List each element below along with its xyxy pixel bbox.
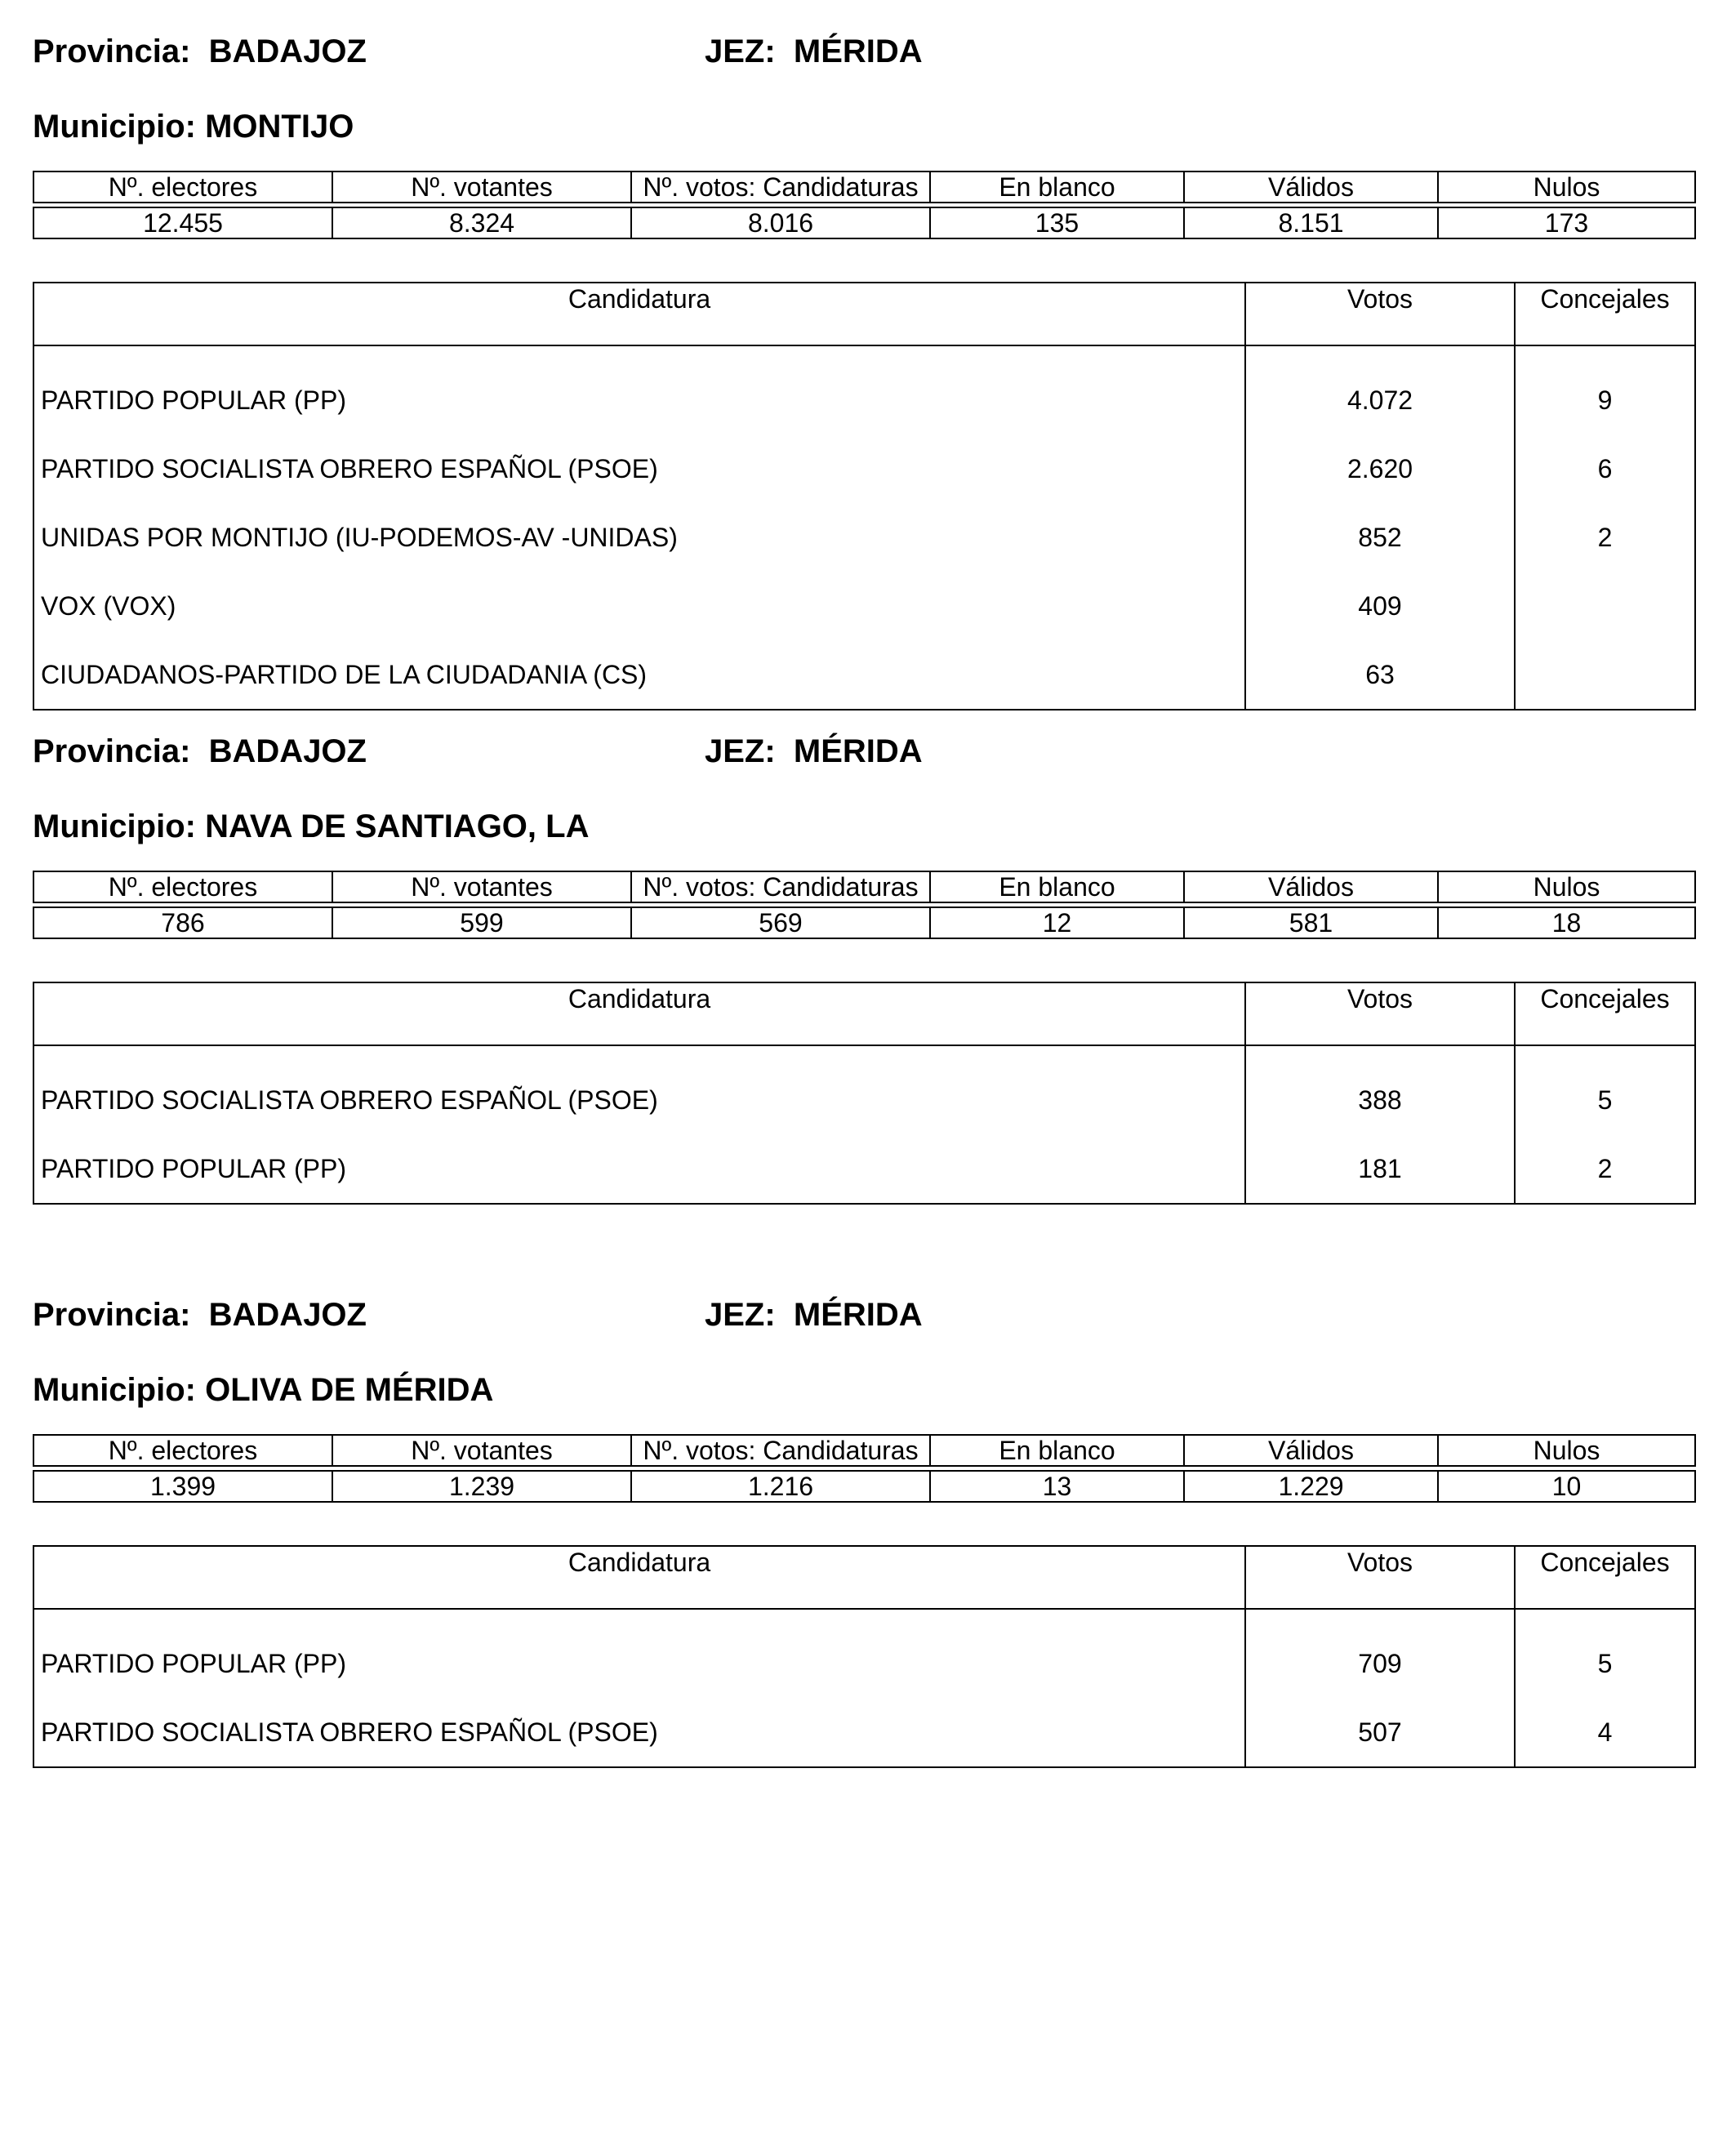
stat-header: Nº. votantes xyxy=(332,1435,631,1466)
cand-row xyxy=(33,1698,1695,1767)
cand-nombre: PARTIDO SOCIALISTA OBRERO ESPAÑOL (PSOE) xyxy=(41,1717,658,1747)
stat-header: Nº. votantes xyxy=(332,871,631,902)
cand-concejales: 9 xyxy=(1515,366,1695,434)
section-header xyxy=(33,727,1694,776)
stat-header: Nulos xyxy=(1438,871,1695,902)
stats-header-row xyxy=(33,871,1695,902)
municipio-line xyxy=(33,1365,493,1414)
municipio-line xyxy=(33,102,354,151)
stat-value: 18 xyxy=(1438,907,1695,938)
jez-value: MÉRIDA xyxy=(793,733,923,769)
stat-value: 1.216 xyxy=(631,1471,930,1502)
cand-votos: 409 xyxy=(1245,572,1515,640)
cand-nombre: PARTIDO POPULAR (PP) xyxy=(41,385,346,415)
stat-value: 1.399 xyxy=(33,1471,332,1502)
cand-concejales xyxy=(1515,572,1695,640)
jez-value: MÉRIDA xyxy=(793,1297,923,1333)
stat-value: 581 xyxy=(1184,907,1438,938)
candidaturas-table xyxy=(33,982,1696,1205)
cand-header-candidatura: Candidatura xyxy=(33,982,1245,1045)
stat-value: 786 xyxy=(33,907,332,938)
stat-header: En blanco xyxy=(930,172,1184,203)
cand-header-candidatura: Candidatura xyxy=(33,283,1245,345)
cand-header-concejales: Concejales xyxy=(1515,982,1695,1045)
provincia-label: Provincia: xyxy=(33,1297,191,1333)
cand-nombre: PARTIDO POPULAR (PP) xyxy=(41,1648,346,1678)
municipio-value: MONTIJO xyxy=(205,109,354,145)
section-header xyxy=(33,27,1694,76)
candidaturas-table xyxy=(33,1545,1696,1768)
cand-votos: 507 xyxy=(1245,1698,1515,1767)
cand-header-candidatura: Candidatura xyxy=(33,1546,1245,1609)
provincia-value: BADAJOZ xyxy=(208,1297,367,1333)
provincia-label: Provincia: xyxy=(33,733,191,769)
cand-row xyxy=(33,572,1695,640)
cand-concejales: 5 xyxy=(1515,1066,1695,1134)
stat-header: Nulos xyxy=(1438,1435,1695,1466)
stat-header: Válidos xyxy=(1184,172,1438,203)
cand-nombre: PARTIDO POPULAR (PP) xyxy=(41,1153,346,1183)
stat-header: Nº. votos: Candidaturas xyxy=(631,1435,930,1466)
stat-value: 599 xyxy=(332,907,631,938)
municipio-label: Municipio: xyxy=(33,1372,196,1408)
stat-value: 8.016 xyxy=(631,207,930,238)
provincia-label: Provincia: xyxy=(33,33,191,69)
cand-votos: 2.620 xyxy=(1245,434,1515,503)
section-header xyxy=(33,1290,1694,1339)
jez-line xyxy=(705,727,923,776)
cand-row xyxy=(33,434,1695,503)
cand-header-votos: Votos xyxy=(1245,1546,1515,1609)
cand-row xyxy=(33,1629,1695,1698)
cand-header-row xyxy=(33,283,1695,345)
cand-concejales: 2 xyxy=(1515,1134,1695,1204)
cand-row xyxy=(33,366,1695,434)
cand-row xyxy=(33,1134,1695,1204)
municipio-value: NAVA DE SANTIAGO, LA xyxy=(205,808,590,844)
stats-table xyxy=(33,871,1696,939)
cand-header-row xyxy=(33,1546,1695,1609)
cand-concejales: 6 xyxy=(1515,434,1695,503)
candidaturas-table xyxy=(33,282,1696,710)
cand-nombre: VOX (VOX) xyxy=(41,590,176,621)
stat-value: 10 xyxy=(1438,1471,1695,1502)
municipio-label: Municipio: xyxy=(33,808,196,844)
stat-header: En blanco xyxy=(930,1435,1184,1466)
stat-value: 1.239 xyxy=(332,1471,631,1502)
cand-row xyxy=(33,640,1695,710)
provincia-line xyxy=(33,27,367,76)
cand-votos: 852 xyxy=(1245,503,1515,572)
stats-value-row xyxy=(33,1471,1695,1502)
provincia-line xyxy=(33,1290,367,1339)
stat-value: 8.151 xyxy=(1184,207,1438,238)
stat-header: Nº. electores xyxy=(33,871,332,902)
stat-header: Nulos xyxy=(1438,172,1695,203)
cand-row xyxy=(33,1066,1695,1134)
cand-header-votos: Votos xyxy=(1245,283,1515,345)
provincia-value: BADAJOZ xyxy=(208,733,367,769)
provincia-value: BADAJOZ xyxy=(208,33,367,69)
stat-value: 1.229 xyxy=(1184,1471,1438,1502)
stats-header-row xyxy=(33,1435,1695,1466)
stat-value: 12 xyxy=(930,907,1184,938)
cand-concejales: 5 xyxy=(1515,1629,1695,1698)
stat-header: Nº. votantes xyxy=(332,172,631,203)
cand-nombre: UNIDAS POR MONTIJO (IU-PODEMOS-AV -UNIDAS) xyxy=(41,522,678,552)
stat-header: Nº. votos: Candidaturas xyxy=(631,172,930,203)
jez-label: JEZ: xyxy=(705,33,776,69)
stat-header: Nº. electores xyxy=(33,172,332,203)
stats-table xyxy=(33,171,1696,239)
cand-votos: 709 xyxy=(1245,1629,1515,1698)
cand-votos: 4.072 xyxy=(1245,366,1515,434)
jez-value: MÉRIDA xyxy=(793,33,923,69)
stat-header: Nº. votos: Candidaturas xyxy=(631,871,930,902)
municipio-value: OLIVA DE MÉRIDA xyxy=(205,1372,494,1408)
cand-nombre: PARTIDO SOCIALISTA OBRERO ESPAÑOL (PSOE) xyxy=(41,453,658,483)
stat-value: 8.324 xyxy=(332,207,631,238)
stat-value: 569 xyxy=(631,907,930,938)
stat-value: 135 xyxy=(930,207,1184,238)
stat-header: Válidos xyxy=(1184,1435,1438,1466)
cand-concejales: 4 xyxy=(1515,1698,1695,1767)
cand-votos: 388 xyxy=(1245,1066,1515,1134)
jez-line xyxy=(705,27,923,76)
stat-value: 13 xyxy=(930,1471,1184,1502)
cand-votos: 63 xyxy=(1245,640,1515,710)
cand-header-votos: Votos xyxy=(1245,982,1515,1045)
cand-header-concejales: Concejales xyxy=(1515,283,1695,345)
municipio-label: Municipio: xyxy=(33,109,196,145)
stats-header-row xyxy=(33,172,1695,203)
cand-header-row xyxy=(33,982,1695,1045)
stat-header: En blanco xyxy=(930,871,1184,902)
cand-concejales xyxy=(1515,640,1695,710)
cand-concejales: 2 xyxy=(1515,503,1695,572)
cand-nombre: CIUDADANOS-PARTIDO DE LA CIUDADANIA (CS) xyxy=(41,659,648,689)
cand-row xyxy=(33,503,1695,572)
stat-value: 173 xyxy=(1438,207,1695,238)
jez-label: JEZ: xyxy=(705,733,776,769)
stat-value: 12.455 xyxy=(33,207,332,238)
jez-line xyxy=(705,1290,923,1339)
cand-nombre: PARTIDO SOCIALISTA OBRERO ESPAÑOL (PSOE) xyxy=(41,1085,658,1115)
stat-header: Válidos xyxy=(1184,871,1438,902)
provincia-line xyxy=(33,727,367,776)
stats-table xyxy=(33,1434,1696,1503)
municipio-line xyxy=(33,802,589,851)
stats-value-row xyxy=(33,907,1695,938)
stats-value-row xyxy=(33,207,1695,238)
cand-header-concejales: Concejales xyxy=(1515,1546,1695,1609)
jez-label: JEZ: xyxy=(705,1297,776,1333)
cand-votos: 181 xyxy=(1245,1134,1515,1204)
stat-header: Nº. electores xyxy=(33,1435,332,1466)
